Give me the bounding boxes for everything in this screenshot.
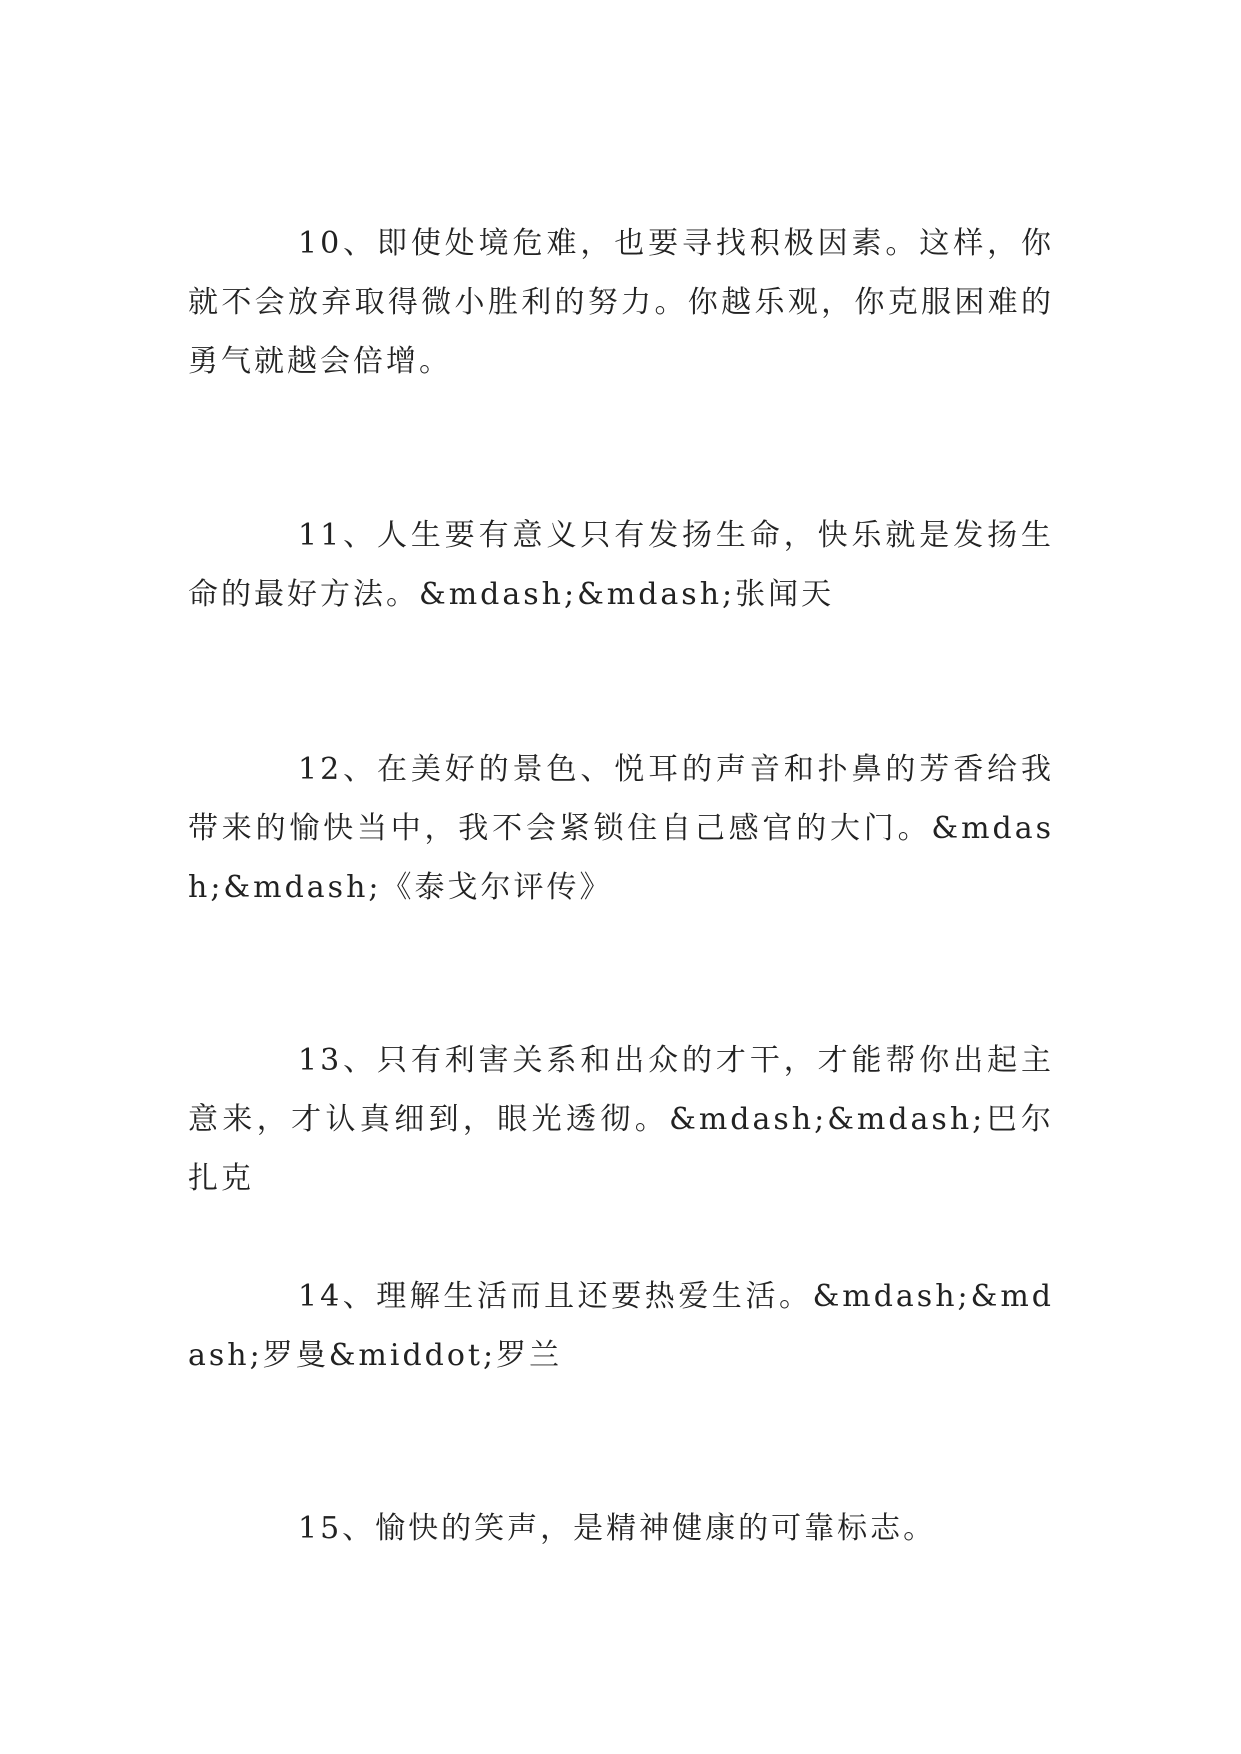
quote-paragraph-15: 15、愉快的笑声，是精神健康的可靠标志。 bbox=[298, 1511, 937, 1546]
quote-paragraph-12: 12、在美好的景色、悦耳的声音和扑鼻的芳香给我带来的愉快当中，我不会紧锁住自己感官的大门。&mdash;&mdash;《泰戈尔评传》 bbox=[188, 752, 1054, 905]
quote-paragraph-13: 13、只有利害关系和出众的才干，才能帮你出起主意来，才认真细到，眼光透彻。&mdash;&mdash;巴尔扎克 bbox=[188, 1043, 1054, 1196]
quote-paragraph-14: 14、理解生活而且还要热爱生活。&mdash;&mdash;罗曼&middot;罗兰 bbox=[188, 1279, 1054, 1373]
quote-paragraph-11: 11、人生要有意义只有发扬生命，快乐就是发扬生命的最好方法。&mdash;&mdash;张闻天 bbox=[188, 518, 1054, 612]
quote-paragraph-10: 10、即使处境危难，也要寻找积极因素。这样，你就不会放弃取得微小胜利的努力。你越乐观，你克服困难的勇气就越会倍增。 bbox=[188, 226, 1054, 379]
